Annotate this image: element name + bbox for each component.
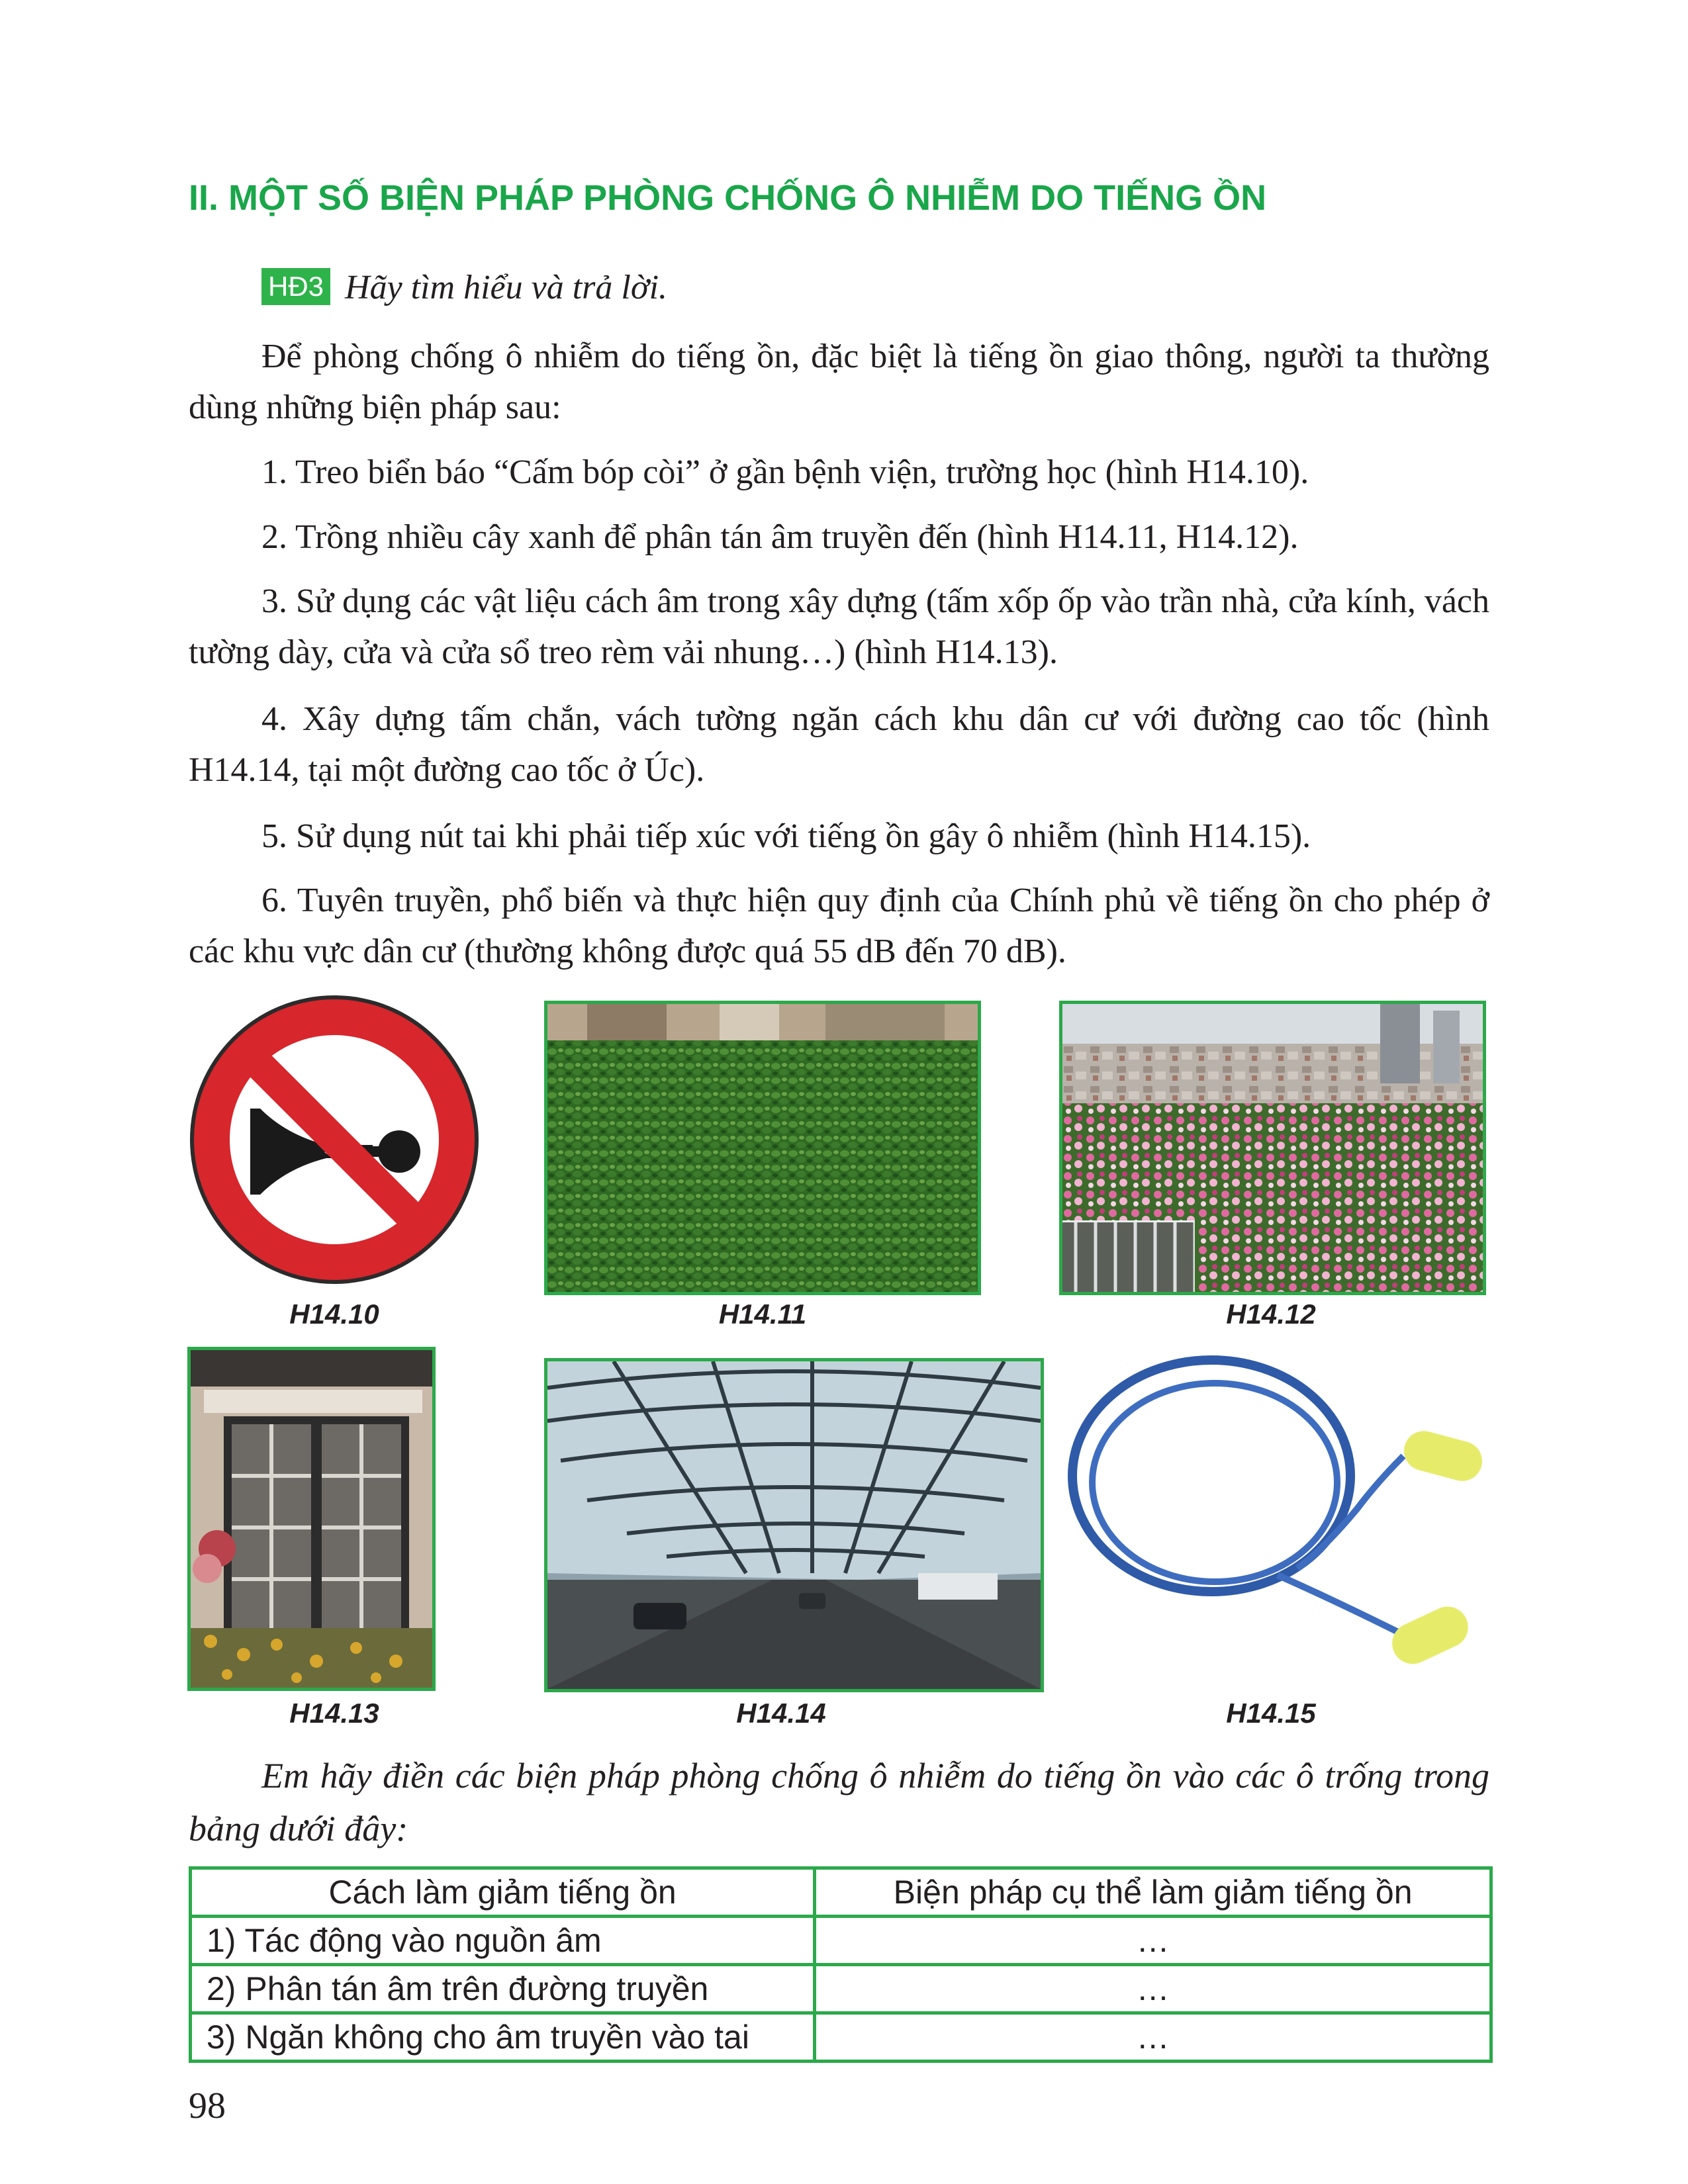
measure-2: 2. Trồng nhiều cây xanh để phân tán âm truyền đến (hình H14.11, H14.12). bbox=[261, 518, 1299, 556]
measure-6: 6. Tuyên truyền, phổ biến và thực hiện quy định của Chính phủ về tiếng ồn cho phép ở các khu vực dân cư (thường không được quá 55 dB đến 70 dB). bbox=[189, 882, 1489, 970]
earplugs-photo bbox=[1059, 1350, 1489, 1694]
table-header-row bbox=[191, 1868, 1491, 1917]
glass-door-photo bbox=[187, 1347, 436, 1691]
table-header: Biện pháp cụ thể làm giảm tiếng ồn bbox=[815, 1868, 1491, 1917]
table-header: Cách làm giảm tiếng ồn bbox=[191, 1868, 815, 1917]
table-cell: 1) Tác động vào nguồn âm bbox=[191, 1917, 815, 1965]
answer-table bbox=[189, 1866, 1493, 2063]
activity-line bbox=[261, 268, 667, 307]
caption-h14-11: H14.11 bbox=[718, 1298, 807, 1330]
exercise-question: Em hãy điền các biện pháp phòng chống ô nhiễm do tiếng ồn vào các ô trống trong bảng dưới đây: bbox=[189, 1756, 1489, 1848]
measure-3: 3. Sử dụng các vật liệu cách âm trong xây dựng (tấm xốp ốp vào trần nhà, cửa kính, vách tường dày, cửa và cửa sổ treo rèm vải nhung…) (hình H14.13). bbox=[189, 582, 1489, 671]
measure-5: 5. Sử dụng nút tai khi phải tiếp xúc với tiếng ồn gây ô nhiễm (hình H14.15). bbox=[261, 817, 1311, 855]
caption-h14-12: H14.12 bbox=[1226, 1298, 1316, 1330]
table-row bbox=[191, 1965, 1491, 2013]
no-horn-sign-image bbox=[187, 993, 482, 1287]
flower-balcony-photo bbox=[1059, 1001, 1486, 1295]
intro-paragraph: Để phòng chống ô nhiễm do tiếng ồn, đặc biệt là tiếng ồn giao thông, người ta thường dùng những biện pháp sau: bbox=[189, 338, 1489, 426]
measure-4: 4. Xây dựng tấm chắn, vách tường ngăn cách khu dân cư với đường cao tốc (hình H14.14, tại một đường cao tốc ở Úc). bbox=[189, 700, 1489, 789]
section-heading: II. MỘT SỐ BIỆN PHÁP PHÒNG CHỐNG Ô NHIỄM DO TIẾNG ỒN bbox=[189, 178, 1267, 218]
page-number: 98 bbox=[189, 2085, 226, 2126]
caption-h14-14: H14.14 bbox=[736, 1698, 826, 1729]
table-cell: 3) Ngăn không cho âm truyền vào tai bbox=[191, 2013, 815, 2062]
caption-h14-15: H14.15 bbox=[1226, 1698, 1316, 1729]
hedge-photo bbox=[544, 1001, 981, 1295]
table-row bbox=[191, 2013, 1491, 2062]
table-row bbox=[191, 1917, 1491, 1965]
table-cell: 2) Phân tán âm trên đường truyền bbox=[191, 1965, 815, 2013]
measure-1: 1. Treo biển báo “Cấm bóp còi” ở gần bệnh viện, trường học (hình H14.10). bbox=[261, 453, 1309, 491]
highway-noise-tunnel-photo bbox=[544, 1358, 1044, 1692]
no-horn-icon bbox=[187, 993, 482, 1287]
activity-prompt: Hãy tìm hiểu và trả lời. bbox=[345, 269, 668, 306]
answer-cell[interactable]: … bbox=[815, 1917, 1491, 1965]
activity-badge: HĐ3 bbox=[261, 268, 330, 305]
answer-cell[interactable]: … bbox=[815, 1965, 1491, 2013]
caption-h14-13: H14.13 bbox=[289, 1698, 379, 1729]
caption-h14-10: H14.10 bbox=[289, 1298, 379, 1330]
answer-cell[interactable]: … bbox=[815, 2013, 1491, 2062]
